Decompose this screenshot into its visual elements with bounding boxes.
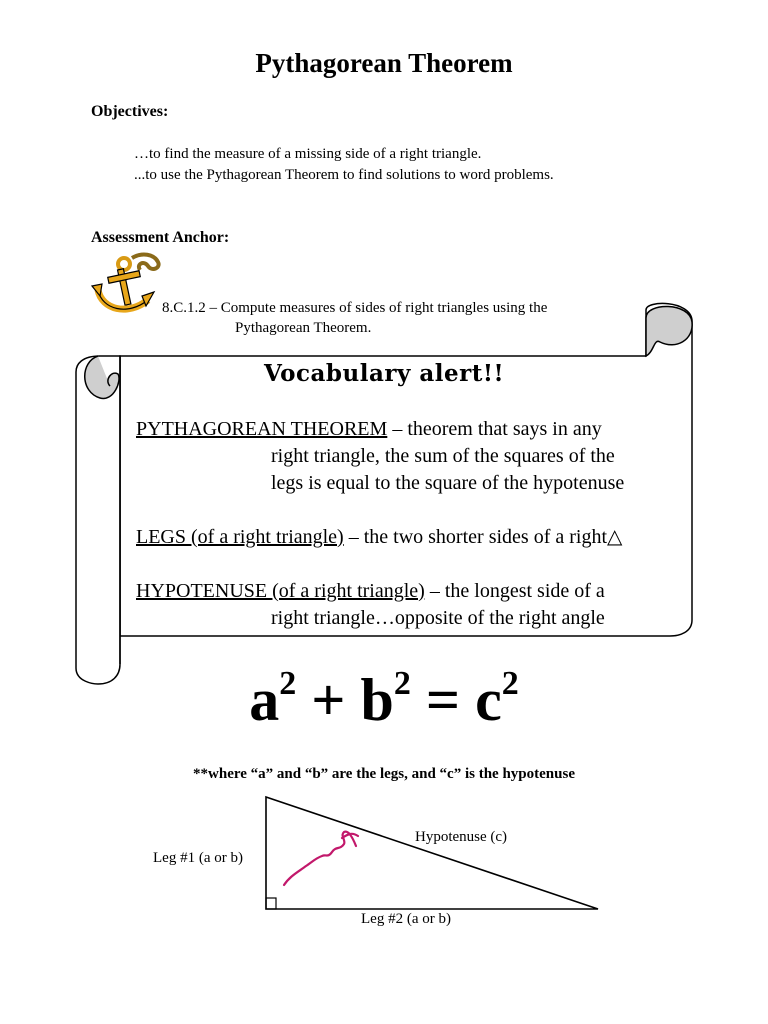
formula-c: c	[475, 667, 502, 733]
objectives-heading: Objectives:	[91, 103, 169, 120]
definition-text: – the two shorter sides of a right△	[343, 526, 623, 548]
term-label: PYTHAGOREAN THEOREM	[136, 418, 388, 440]
definition-pythagorean-theorem	[136, 416, 602, 443]
triangle-outline	[266, 797, 598, 909]
objective-item: ...to use the Pythagorean Theorem to find solutions to word problems.	[134, 167, 554, 183]
leg-1-label: Leg #1 (a or b)	[153, 850, 243, 866]
definition-text: legs is equal to the square of the hypotenuse	[271, 472, 625, 494]
pythagorean-formula	[0, 665, 768, 735]
definition-text: – the longest side of a	[424, 580, 605, 602]
right-angle-marker	[266, 898, 276, 909]
formula-equals: =	[410, 667, 476, 733]
page-title: Pythagorean Theorem	[255, 48, 513, 78]
definition-text: – theorem that says in any	[387, 418, 602, 440]
formula-exponent: 2	[501, 665, 519, 702]
definition-text: right triangle…opposite of the right angle	[271, 607, 605, 629]
definition-hypotenuse	[136, 578, 605, 605]
anchor-standard-line: Pythagorean Theorem.	[235, 320, 372, 336]
formula-exponent: 2	[393, 665, 411, 702]
leg-2-label: Leg #2 (a or b)	[361, 911, 451, 927]
formula-exponent: 2	[279, 665, 297, 702]
formula-a: a	[249, 667, 280, 733]
definition-text: right triangle, the sum of the squares of the	[271, 445, 615, 467]
anchor-standard-line: 8.C.1.2 – Compute measures of sides of right triangles using the	[162, 300, 548, 316]
ink-arrow-mark	[284, 832, 358, 885]
objective-item: …to find the measure of a missing side of a right triangle.	[134, 146, 482, 162]
hypotenuse-label: Hypotenuse (c)	[415, 829, 508, 845]
formula-plus: +	[296, 667, 361, 733]
vocabulary-heading: Vocabulary alert!!	[263, 360, 505, 387]
term-label: HYPOTENUSE (of a right triangle)	[136, 580, 425, 602]
formula-b: b	[360, 667, 394, 733]
assessment-anchor-heading: Assessment Anchor:	[91, 229, 230, 246]
formula-note: **where “a” and “b” are the legs, and “c” is the hypotenuse	[193, 766, 575, 782]
definition-legs	[136, 524, 622, 551]
term-label: LEGS (of a right triangle)	[136, 526, 344, 548]
